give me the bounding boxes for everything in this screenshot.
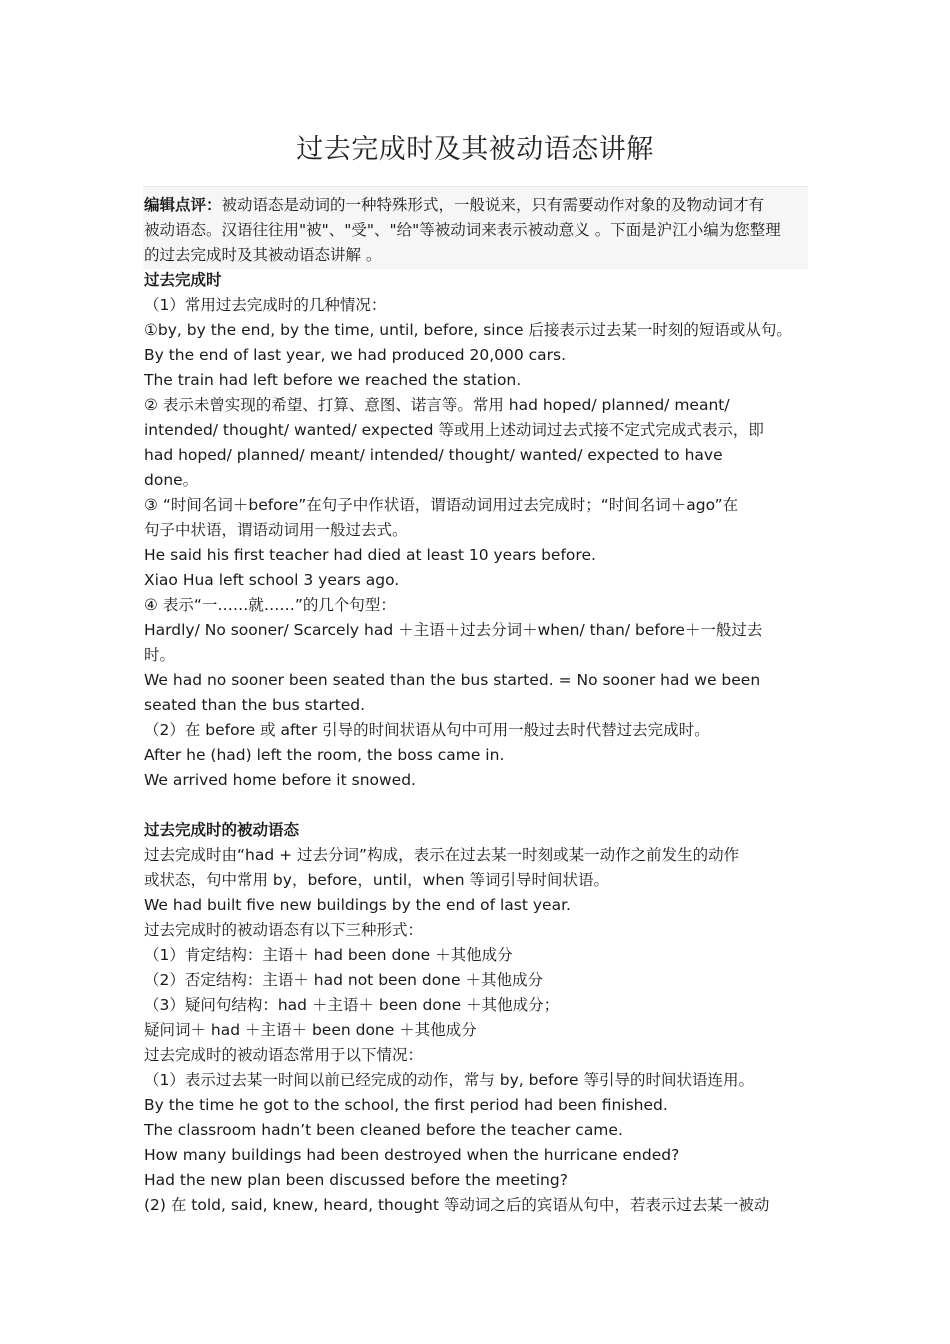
page-title: 过去完成时及其被动语态讲解 xyxy=(296,134,654,165)
section-heading-past-perfect: 过去完成时 xyxy=(144,271,222,289)
text-line: How many buildings had been destroyed when the hurricane ended? xyxy=(144,1146,680,1164)
text-line: （2）在 before 或 after 引导的时间状语从句中可用一般过去时代替过去完成时。 xyxy=(144,721,710,739)
text-line: Xiao Hua left school 3 years ago. xyxy=(144,571,400,589)
text-line: The classroom hadn’t been cleaned before the teacher came. xyxy=(144,1121,623,1139)
text-line: 或状态，句中常用 by，before，until，when 等词引导时间状语。 xyxy=(144,871,609,889)
text-line: (2) 在 told, said, knew, heard, thought 等动词之后的宾语从句中，若表示过去某一被动 xyxy=(144,1196,770,1214)
text-line: Hardly/ No sooner/ Scarcely had ＋主语＋过去分词＋when/ than/ before＋一般过去 xyxy=(144,621,763,639)
text-line: The train had left before we reached the station. xyxy=(144,371,522,389)
text-line: done。 xyxy=(144,471,199,489)
text-line: 时。 xyxy=(144,646,176,664)
editor-comment-text: 被动语态是动词的一种特殊形式，一般说来，只有需要动作对象的及物动词才有 xyxy=(221,196,765,214)
text-line: 过去完成时由“had + 过去分词”构成，表示在过去某一时刻或某一动作之前发生的动作 xyxy=(144,846,740,864)
blank-line xyxy=(144,793,824,818)
text-line: had hoped/ planned/ meant/ intended/ thought/ wanted/ expected to have xyxy=(144,446,723,464)
text-line: ④ 表示“一……就……”的几个句型： xyxy=(144,596,396,614)
editor-comment-line: 的过去完成时及其被动语态讲解 。 xyxy=(144,246,382,264)
text-line: 疑问词＋ had ＋主语＋ been done ＋其他成分 xyxy=(144,1021,477,1039)
text-line: We had no sooner been seated than the bus started. = No sooner had we been xyxy=(144,671,761,689)
text-line: 句子中状语，谓语动词用一般过去式。 xyxy=(144,521,408,539)
text-line: ② 表示未曾实现的希望、打算、意图、诺言等。常用 had hoped/ planned/ meant/ xyxy=(144,396,730,414)
text-line: 过去完成时的被动语态常用于以下情况： xyxy=(144,1046,424,1064)
editor-comment-line xyxy=(144,193,824,218)
editor-comment-line: 被动语态。汉语往往用"被"、"受"、"给"等被动词来表示被动意义 。下面是沪江小编为您整理 xyxy=(144,221,781,239)
text-line: He said his first teacher had died at least 10 years before. xyxy=(144,546,596,564)
text-line: （2）否定结构：主语＋ had not been done ＋其他成分 xyxy=(144,971,543,989)
document-body xyxy=(144,193,824,1218)
text-line: By the time he got to the school, the first period had been finished. xyxy=(144,1096,668,1114)
editor-comment-label: 编辑点评： xyxy=(144,196,222,214)
text-line: We had built five new buildings by the end of last year. xyxy=(144,896,571,914)
text-line: （1）表示过去某一时间以前已经完成的动作，常与 by, before 等引导的时间状语连用。 xyxy=(144,1071,754,1089)
text-line: （1）肯定结构：主语＋ had been done ＋其他成分 xyxy=(144,946,513,964)
text-line: Had the new plan been discussed before the meeting? xyxy=(144,1171,568,1189)
text-line: 过去完成时的被动语态有以下三种形式： xyxy=(144,921,424,939)
text-line: intended/ thought/ wanted/ expected 等或用上述动词过去式接不定式完成式表示，即 xyxy=(144,421,764,439)
text-line: ③ “时间名词＋before”在句子中作状语，谓语动词用过去完成时；“时间名词＋ago”在 xyxy=(144,496,739,514)
text-line: We arrived home before it snowed. xyxy=(144,771,416,789)
text-line: By the end of last year, we had produced 20,000 cars. xyxy=(144,346,567,364)
text-line: （1）常用过去完成时的几种情况： xyxy=(144,296,387,314)
text-line: After he (had) left the room, the boss came in. xyxy=(144,746,505,764)
section-heading-passive-voice: 过去完成时的被动语态 xyxy=(144,821,300,839)
text-line: ①by, by the end, by the time, until, before, since 后接表示过去某一时刻的短语或从句。 xyxy=(144,321,792,339)
text-line: （3）疑问句结构：had ＋主语＋ been done ＋其他成分； xyxy=(144,996,560,1014)
text-line: seated than the bus started. xyxy=(144,696,366,714)
